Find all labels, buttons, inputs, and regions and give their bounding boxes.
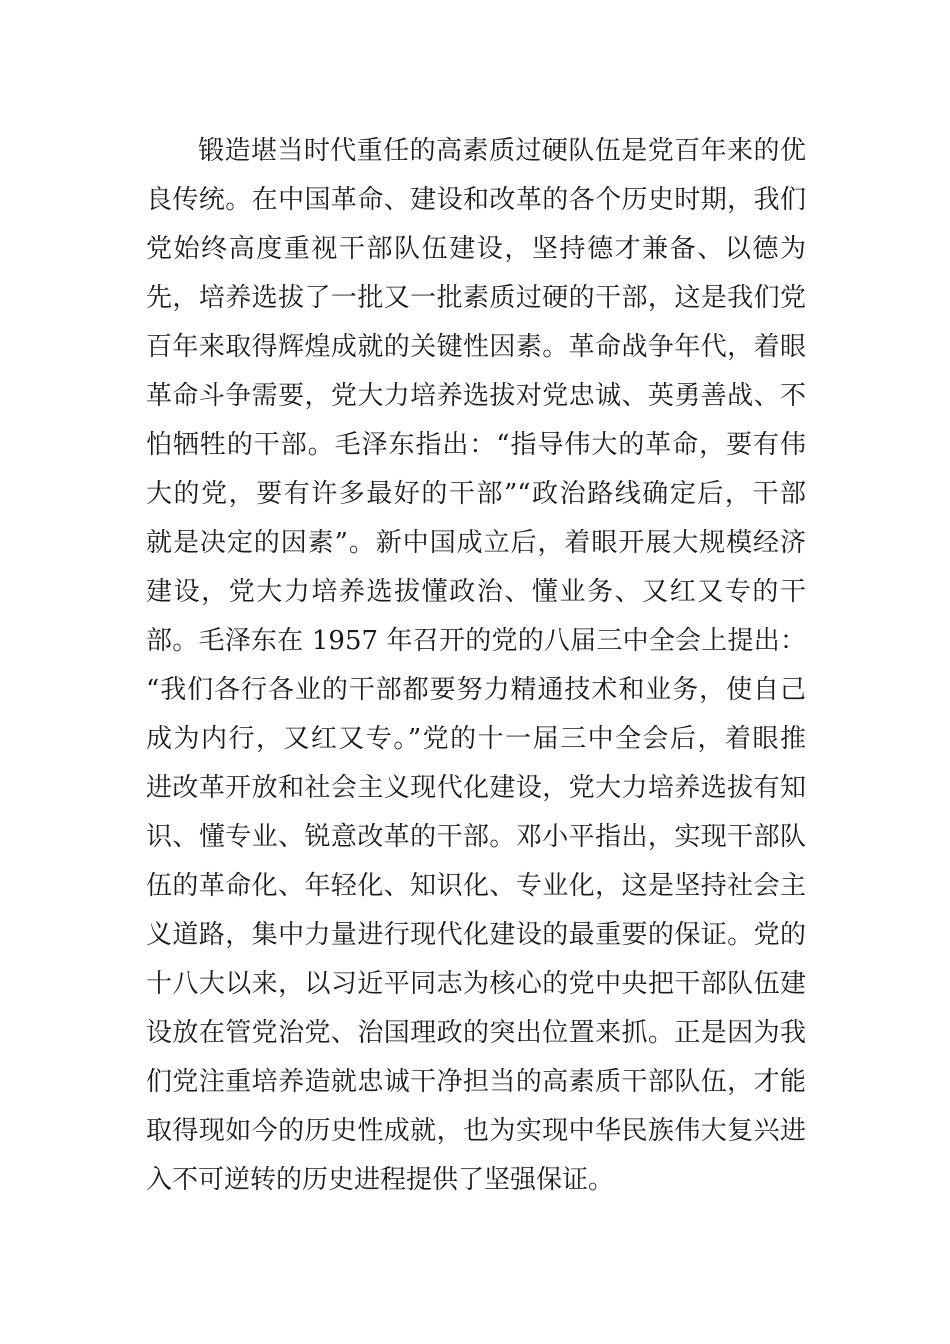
paragraph-line: 十八大以来，以习近平同志为核心的党中央把干部队伍建 [146,969,806,999]
paragraph-line: 良传统。在中国革命、建设和改革的各个历史时期，我们 [146,185,806,215]
paragraph-line: 们党注重培养造就忠诚干净担当的高素质干部队伍，才能 [146,1067,806,1097]
paragraph-line: 建设，党大力培养选拔懂政治、懂业务、又红又专的干 [146,577,806,607]
paragraph-line: 百年来取得辉煌成就的关键性因素。革命战争年代，着眼 [146,332,806,362]
paragraph-line: 大的党，要有许多最好的干部”“政治路线确定后，干部 [146,479,806,509]
paragraph-line: 进改革开放和社会主义现代化建设，党大力培养选拔有知 [146,773,806,803]
paragraph-line: 部。毛泽东在 1957 年召开的党的八届三中全会上提出： [146,626,806,656]
paragraph-line: 革命斗争需要，党大力培养选拔对党忠诚、英勇善战、不 [146,381,806,411]
paragraph-line: “我们各行各业的干部都要努力精通技术和业务，使自己 [146,675,806,705]
paragraph-line: 锻造堪当时代重任的高素质过硬队伍是党百年来的优 [198,136,806,166]
paragraph-line: 先，培养选拔了一批又一批素质过硬的干部，这是我们党 [146,283,806,313]
paragraph-line: 义道路，集中力量进行现代化建设的最重要的保证。党的 [146,920,806,950]
paragraph-line: 伍的革命化、年轻化、知识化、专业化，这是坚持社会主 [146,871,806,901]
paragraph-line: 取得现如今的历史性成就，也为实现中华民族伟大复兴进 [146,1116,806,1146]
paragraph-line: 怕牺牲的干部。毛泽东指出：“指导伟大的革命，要有伟 [146,430,806,460]
paragraph-line: 党始终高度重视干部队伍建设，坚持德才兼备、以德为 [146,234,806,264]
paragraph-line: 识、懂专业、锐意改革的干部。邓小平指出，实现干部队 [146,822,806,852]
paragraph-line: 入不可逆转的历史进程提供了坚强保证。 [146,1165,615,1195]
body-paragraph [146,127,806,1205]
paragraph-line: 就是决定的因素”。新中国成立后，着眼开展大规模经济 [146,528,806,558]
paragraph-line: 设放在管党治党、治国理政的突出位置来抓。正是因为我 [146,1018,806,1048]
paragraph-line: 成为内行，又红又专。”党的十一届三中全会后，着眼推 [146,724,806,754]
